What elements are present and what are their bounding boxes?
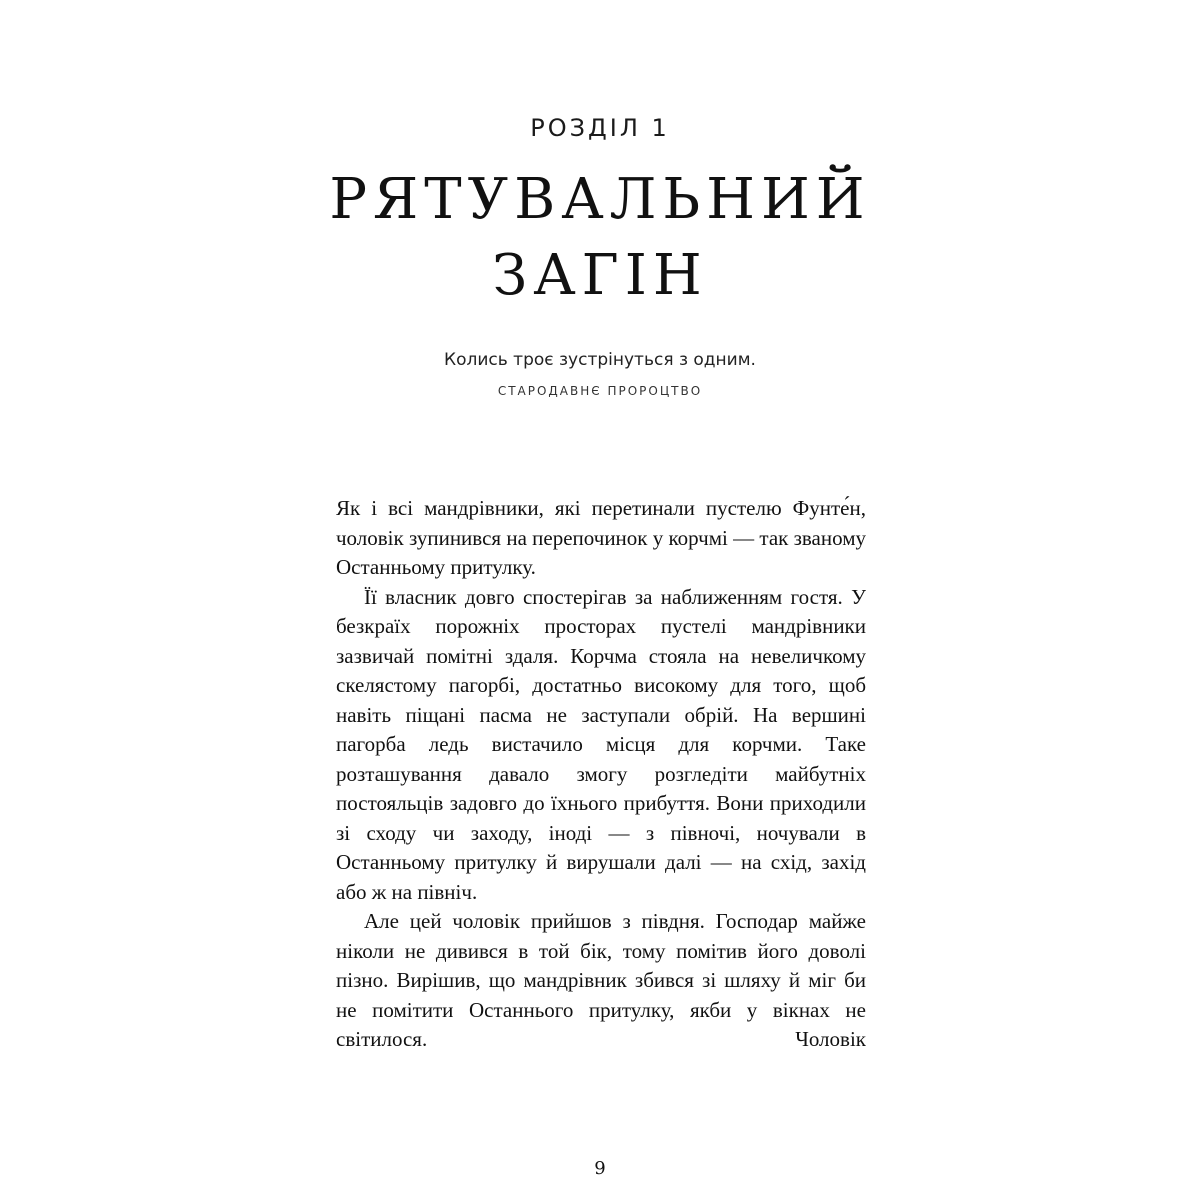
page-number: 9 xyxy=(594,1158,606,1179)
chapter-title-line-1: РЯТУВАЛЬНИЙ xyxy=(329,167,871,232)
paragraph-1: Як і всі мандрівники, які перетинали пустелю Фунте́н, чоловік зупинився на перепочинок у корчмі — так званому Останньому притулку. xyxy=(336,496,866,579)
paragraph-3: Але цей чоловік прийшов з півдня. Господар майже ніколи не дивився в той бік, тому помітив його доволі пізно. Вирішив, що мандрівник збився зі шляху й міг би не помітити Останнього притулку, якби у вікнах не світилося. Чоловік xyxy=(336,909,866,1051)
chapter-label: РОЗДІЛ 1 xyxy=(530,114,670,142)
paragraph-2: Її власник довго спостерігав за наближенням гостя. У безкраїх порожніх просторах пустелі мандрівники зазвичай помітні здаля. Корчма стояла на невеличкому скелястому пагорбі, достатньо високому для того, щоб навіть піщані пасма не заступали обрій. На вершині пагорба ледь вистачило місця для корчми. Таке розташування давало змогу розгледіти майбутніх постояльців задовго до їхнього прибуття. Вони приходили зі сходу чи заходу, іноді — з півночі, ночували в Останньому притулку й вирушали далі — на схід, захід або ж на північ. xyxy=(336,584,866,904)
epigraph-text: Колись троє зустрінуться з одним. xyxy=(444,350,756,370)
chapter-title xyxy=(0,162,1200,314)
body-text xyxy=(336,494,866,1055)
epigraph-source: СТАРОДАВНЄ ПРОРОЦТВО xyxy=(497,384,703,398)
chapter-title-line-2: ЗАГІН xyxy=(492,243,708,308)
